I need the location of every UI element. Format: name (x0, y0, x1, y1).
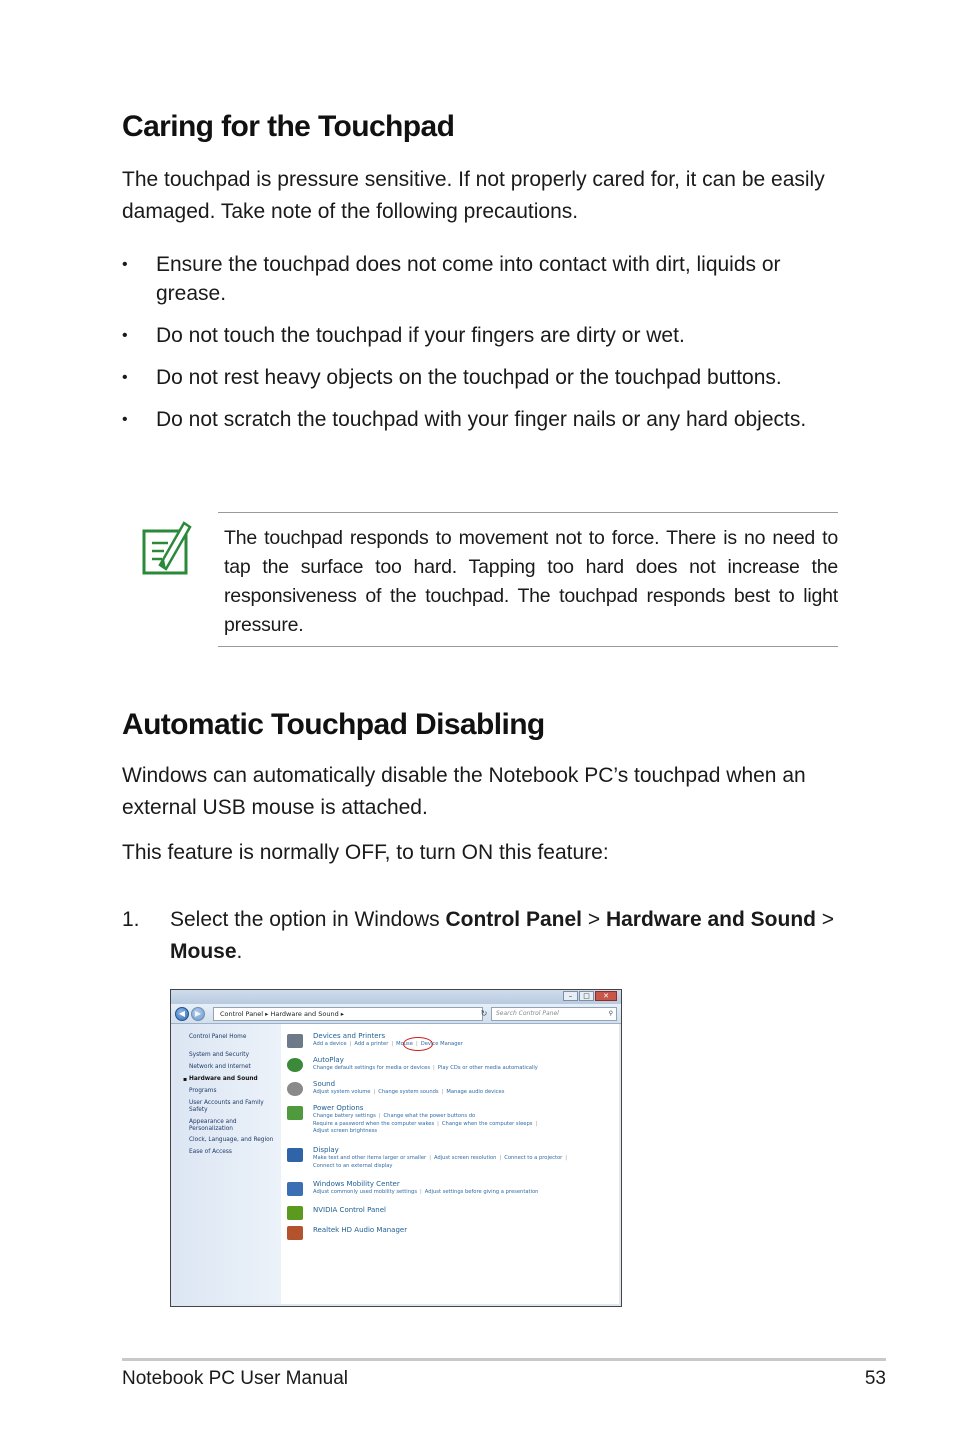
step-sep: > (815, 908, 835, 931)
note-pencil-icon (140, 515, 192, 579)
mouse-highlight-circle (403, 1037, 433, 1051)
step-mouse: Mouse (170, 940, 237, 963)
bullet-text: Ensure the touchpad does not come into contact with dirt, liquids or grease. (156, 253, 781, 305)
monitor-icon (287, 1148, 303, 1162)
link[interactable]: Change default settings for media or devices (313, 1065, 431, 1071)
category-links: Change battery settings | Change what the power buttons do Require a password when the computer wakes | Change when the computer sleeps | Adjust screen brightness (313, 1113, 538, 1134)
link-add-device[interactable]: Add a device (313, 1041, 347, 1047)
category-title[interactable]: Display (313, 1146, 339, 1154)
category-pane (281, 1024, 619, 1304)
search-icon[interactable]: ⚲ (608, 1010, 613, 1017)
bullet-glyph: • (122, 411, 128, 428)
autoplay-icon (287, 1058, 303, 1072)
refresh-icon[interactable]: ↻ (480, 1009, 488, 1018)
search-input[interactable] (491, 1007, 617, 1021)
caring-intro: The touchpad is pressure sensitive. If not properly cared for, it can be easily damaged. Take note of the following precautions. (122, 168, 825, 223)
speaker-icon (287, 1082, 303, 1096)
category-display (287, 1146, 617, 1182)
power-icon (287, 1106, 303, 1120)
step-control-panel: Control Panel (445, 908, 582, 931)
section-title-caring: Caring for the Touchpad (122, 110, 455, 143)
category-links: Change default settings for media or devices | Play CDs or other media automatically (313, 1065, 538, 1071)
minimize-button[interactable]: – (563, 991, 578, 1001)
link[interactable]: Change what the power buttons do (383, 1113, 476, 1119)
nav-item-clock-language[interactable]: Clock, Language, and Region (189, 1137, 274, 1143)
feature-line: This feature is normally OFF, to turn ON this feature: (122, 841, 609, 864)
mobility-center-icon (287, 1182, 303, 1196)
nav-item-hardware-sound[interactable]: Hardware and Sound (189, 1076, 258, 1082)
nav-item-user-accounts[interactable]: User Accounts and Family Safety (189, 1100, 264, 1113)
forward-button[interactable]: ▶ (191, 1007, 205, 1021)
link-device-manager[interactable]: Device Manager (420, 1041, 463, 1047)
category-title[interactable]: Realtek HD Audio Manager (313, 1226, 408, 1234)
link[interactable]: Make text and other items larger or smaller (313, 1155, 427, 1161)
active-nav-marker: ▪ (183, 1076, 188, 1083)
link[interactable]: Adjust system volume (313, 1089, 371, 1095)
category-links: Adjust commonly used mobility settings | Adjust settings before giving a presentation (313, 1189, 539, 1195)
nav-item-ease-of-access[interactable]: Ease of Access (189, 1149, 232, 1155)
category-title[interactable]: Power Options (313, 1104, 364, 1112)
category-title[interactable]: Sound (313, 1080, 336, 1088)
category-title[interactable]: NVIDIA Control Panel (313, 1206, 386, 1214)
left-nav-pane (175, 1024, 281, 1304)
link[interactable]: Adjust screen brightness (313, 1128, 378, 1134)
bullet-text: Do not rest heavy objects on the touchpad or the touchpad buttons. (156, 366, 782, 389)
back-button[interactable]: ◀ (175, 1007, 189, 1021)
link[interactable]: Change battery settings (313, 1113, 376, 1119)
bullet-glyph: • (122, 327, 128, 344)
link[interactable]: Manage audio devices (446, 1089, 505, 1095)
step-hardware-sound: Hardware and Sound (605, 908, 816, 931)
category-power-options (287, 1104, 617, 1146)
link[interactable]: Adjust commonly used mobility settings (313, 1189, 418, 1195)
list-item (122, 405, 842, 434)
category-title[interactable]: Devices and Printers (313, 1032, 386, 1040)
search-placeholder: Search Control Panel (496, 1010, 559, 1017)
category-links: Adjust system volume | Change system sounds | Manage audio devices (313, 1089, 505, 1095)
list-item (122, 321, 842, 350)
list-item (122, 250, 842, 308)
category-links: Add a device | Add a printer | Mouse | Device Manager (313, 1041, 463, 1047)
section-title-auto-disable: Automatic Touchpad Disabling (122, 708, 545, 741)
footer-divider (122, 1358, 886, 1361)
printer-icon (287, 1034, 303, 1048)
nvidia-icon (287, 1206, 303, 1220)
nav-item-control-panel-home[interactable]: Control Panel Home (189, 1034, 247, 1040)
step-suffix: . (236, 940, 243, 963)
nav-item-programs[interactable]: Programs (189, 1088, 217, 1094)
window-buttons (562, 991, 617, 1001)
link[interactable]: Connect to a projector (504, 1155, 563, 1161)
bullet-glyph: • (122, 256, 128, 273)
realtek-icon (287, 1226, 303, 1240)
precaution-list (122, 250, 842, 447)
category-links: Make text and other items larger or smaller | Adjust screen resolution | Connect to a projector | Connect to an external display (313, 1155, 568, 1169)
bullet-text: Do not touch the touchpad if your fingers are dirty or wet. (156, 324, 685, 347)
auto-disable-intro: Windows can automatically disable the Notebook PC’s touchpad when an external USB mouse is attached. (122, 764, 806, 819)
note-text: The touchpad responds to movement not to force. There is no need to tap the surface too hard. Tapping too hard does not increase the responsiveness of the touchpad. The touchpad responds best to light pressure. (224, 527, 838, 636)
nav-item-system-security[interactable]: System and Security (189, 1052, 250, 1058)
category-title[interactable]: Windows Mobility Center (313, 1180, 400, 1188)
link-add-printer[interactable]: Add a printer (354, 1041, 389, 1047)
link[interactable]: Change system sounds (378, 1089, 439, 1095)
footer-manual-title: Notebook PC User Manual (122, 1368, 348, 1389)
link[interactable]: Change when the computer sleeps (441, 1120, 533, 1127)
close-button[interactable]: ✕ (595, 991, 617, 1001)
control-panel-screenshot (170, 989, 622, 1307)
nav-item-appearance[interactable]: Appearance and Personalization (189, 1119, 237, 1132)
category-title[interactable]: AutoPlay (313, 1056, 344, 1064)
step-text (170, 904, 842, 968)
window-titlebar (171, 990, 621, 1004)
address-bar (171, 1004, 621, 1024)
link[interactable]: Adjust settings before giving a presentation (424, 1189, 539, 1195)
note-box (218, 512, 838, 647)
bullet-text: Do not scratch the touchpad with your finger nails or any hard objects. (156, 408, 807, 431)
maximize-button[interactable]: □ (579, 991, 594, 1001)
category-realtek (287, 1224, 617, 1254)
step-sep: > (582, 908, 606, 931)
link[interactable]: Play CDs or other media automatically (437, 1065, 538, 1071)
nav-item-network-internet[interactable]: Network and Internet (189, 1064, 251, 1070)
link[interactable]: Adjust screen resolution (433, 1155, 497, 1161)
page-number: 53 (864, 1368, 886, 1389)
address-field[interactable]: Control Panel ▸ Hardware and Sound ▸ (213, 1007, 483, 1021)
link-mouse[interactable]: Mouse (396, 1041, 413, 1047)
step-prefix: Select the option in Windows (170, 908, 446, 931)
bullet-glyph: • (122, 369, 128, 386)
list-item (122, 363, 842, 392)
link[interactable]: Require a password when the computer wakes (313, 1120, 435, 1127)
step-number: 1. (122, 908, 140, 931)
link[interactable]: Connect to an external display (313, 1162, 393, 1169)
